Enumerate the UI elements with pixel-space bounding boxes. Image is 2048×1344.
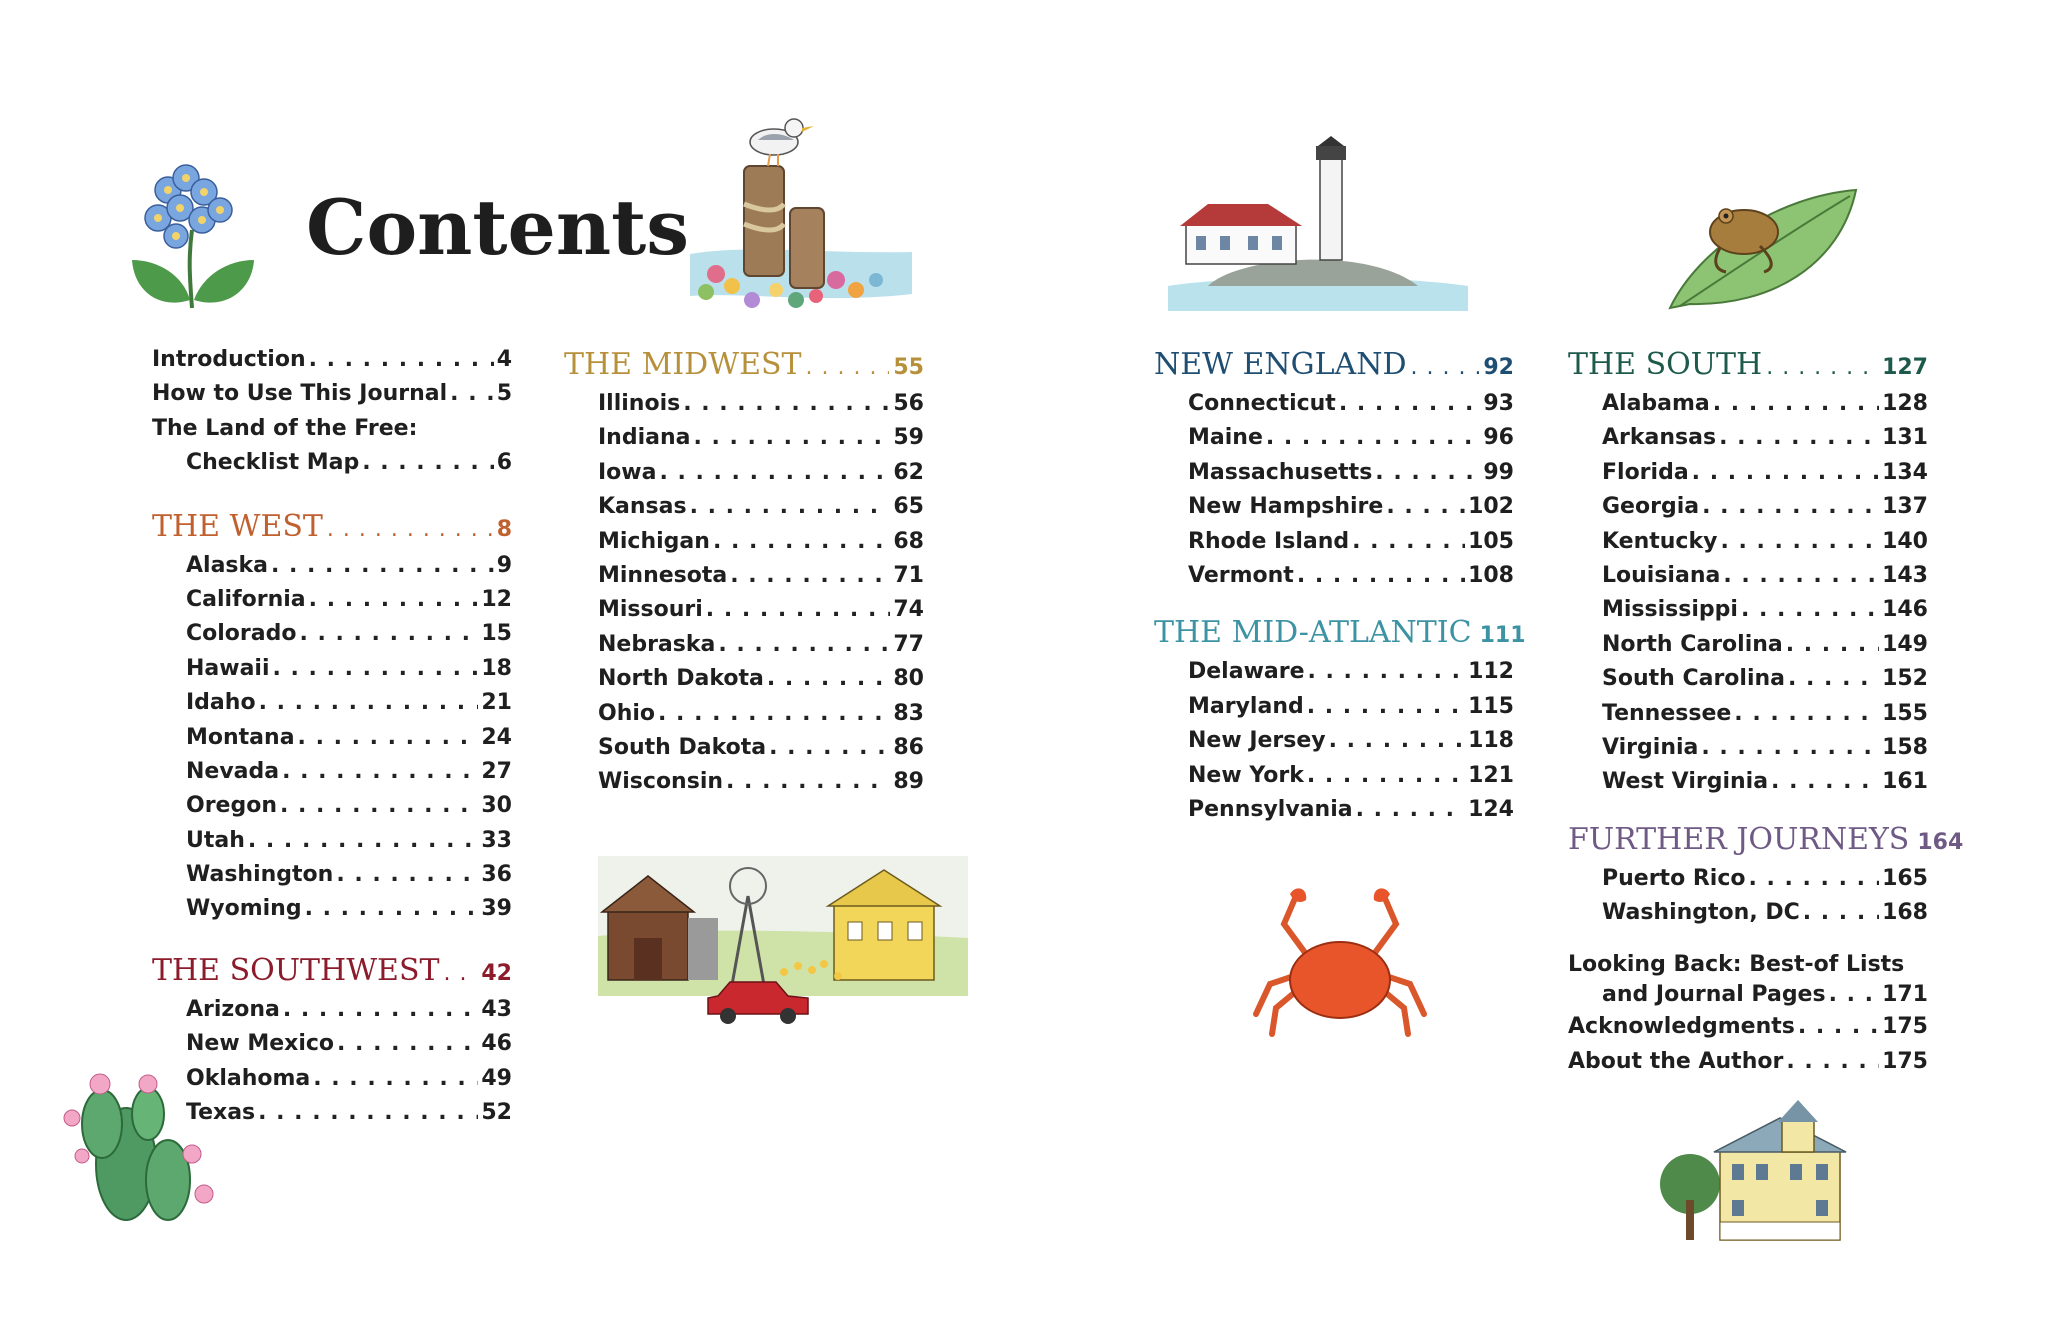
leader-dots [313, 1062, 478, 1096]
farm-scene-icon [598, 846, 968, 1034]
entry-label: Louisiana [1602, 562, 1721, 588]
leader-dots [271, 549, 494, 583]
toc-entry[interactable] [1568, 525, 1928, 559]
entry-label: Maine [1188, 425, 1263, 451]
entry-label: How to Use This Journal [152, 381, 448, 407]
entry-page: 171 [1882, 982, 1928, 1008]
toc-entry[interactable] [1568, 559, 1928, 593]
entry-page: 86 [893, 734, 924, 760]
entry-page: 49 [481, 1065, 512, 1091]
leader-dots [299, 617, 478, 651]
entry-page: 89 [893, 769, 924, 795]
section-title: THE MIDWEST [564, 347, 802, 382]
leader-dots [706, 593, 891, 627]
entry-label: Colorado [186, 621, 297, 647]
entry-page: 134 [1882, 459, 1928, 485]
entry-page: 165 [1882, 865, 1928, 891]
leader-dots [248, 824, 478, 858]
entry-page: 152 [1882, 666, 1928, 692]
toc-entry[interactable] [1568, 765, 1928, 799]
section-page: 42 [481, 960, 512, 986]
entry-page: 112 [1468, 659, 1514, 685]
toc-entry[interactable] [564, 387, 924, 421]
entry-label: Checklist Map [186, 450, 360, 476]
entry-label: Montana [186, 724, 295, 750]
entry-page: 46 [481, 1031, 512, 1057]
toc-entry[interactable] [564, 697, 924, 731]
entry-page: 143 [1882, 562, 1928, 588]
entry-page: 24 [481, 724, 512, 750]
entry-page: 115 [1468, 693, 1514, 719]
entry-page: 74 [893, 597, 924, 623]
toc-entry[interactable] [152, 789, 512, 823]
leader-dots [1297, 559, 1465, 593]
section-south [1568, 343, 1928, 800]
entry-label: Massachusetts [1188, 459, 1373, 485]
section-title: FURTHER JOURNEYS [1568, 821, 1910, 857]
entry-page: 80 [893, 666, 924, 692]
toc-column-1 [152, 343, 512, 1130]
entry-label: Florida [1602, 459, 1689, 485]
entry-label: Oregon [186, 793, 277, 819]
leader-dots [362, 446, 493, 480]
leader-dots [1339, 387, 1481, 421]
entry-label: Nevada [186, 758, 280, 784]
entry-label: Kentucky [1602, 528, 1718, 554]
leader-dots [309, 343, 494, 377]
toc-entry[interactable] [1568, 421, 1928, 455]
toc-entry[interactable] [1154, 655, 1514, 689]
entry-label: Indiana [598, 425, 691, 451]
entry-label: Tennessee [1602, 700, 1732, 726]
entry-label: Virginia [1602, 734, 1699, 760]
entry-label: Delaware [1188, 659, 1305, 685]
section-page: 8 [496, 516, 512, 542]
entry-label: and Journal Pages [1602, 982, 1826, 1008]
entry-page: 68 [893, 528, 924, 554]
section-heading[interactable] [152, 949, 512, 993]
entry-page: 30 [481, 793, 512, 819]
entry-page: 12 [481, 586, 512, 612]
section-west [152, 505, 512, 927]
toc-entry[interactable] [564, 662, 924, 696]
toc-entry[interactable] [1568, 731, 1928, 765]
toc-entry[interactable] [152, 617, 512, 651]
leader-dots [1734, 697, 1879, 731]
entry-label: Arizona [186, 996, 280, 1022]
leader-dots [769, 731, 890, 765]
entry-label: West Virginia [1602, 769, 1769, 795]
entry-label: Hawaii [186, 655, 270, 681]
entry-label: Rhode Island [1188, 528, 1350, 554]
entry-page: 71 [893, 562, 924, 588]
leader-dots [1798, 1010, 1879, 1044]
toc-entry[interactable] [564, 421, 924, 455]
entry-page: 140 [1882, 528, 1928, 554]
toc-entry[interactable] [1154, 525, 1514, 559]
leader-dots [1411, 346, 1480, 390]
entry-page: 65 [893, 494, 924, 520]
entry-page: 168 [1882, 900, 1928, 926]
toc-entry[interactable] [564, 628, 924, 662]
entry-page: 118 [1468, 728, 1514, 754]
entry-label: North Dakota [598, 666, 764, 692]
entry-label: North Carolina [1602, 631, 1783, 657]
entry-label: Washington [186, 862, 334, 888]
leader-dots [1307, 759, 1465, 793]
toc-entry[interactable] [1568, 896, 1928, 930]
entry-label: Utah [186, 827, 245, 853]
section-title: NEW ENGLAND [1154, 347, 1407, 382]
toc-entry[interactable] [1154, 759, 1514, 793]
toc-column-3 [1154, 343, 1526, 827]
entry-label: Nebraska [598, 631, 716, 657]
leader-dots [444, 952, 478, 996]
leader-dots [730, 559, 890, 593]
toc-entry-checklist-map[interactable] [152, 446, 512, 480]
entry-label: Kansas [598, 494, 687, 520]
toc-entry[interactable] [1568, 456, 1928, 490]
entry-page: 102 [1468, 494, 1514, 520]
leader-dots [1829, 980, 1879, 1010]
section-heading[interactable] [1568, 818, 1964, 862]
entry-page: 108 [1468, 562, 1514, 588]
toc-entry[interactable] [1568, 593, 1928, 627]
crab-icon [1250, 884, 1430, 1044]
entry-page: 36 [481, 862, 512, 888]
toc-entry[interactable] [1154, 793, 1514, 827]
seagull-on-pier-icon [686, 104, 914, 316]
section-heading[interactable] [564, 343, 924, 387]
toc-entry[interactable] [564, 490, 924, 524]
leader-dots [1352, 525, 1465, 559]
section-page: 92 [1483, 355, 1514, 380]
toc-entry[interactable] [1154, 421, 1514, 455]
leader-dots [282, 755, 478, 789]
leader-dots [1786, 1045, 1879, 1079]
toc-entry[interactable] [564, 593, 924, 627]
toc-entry[interactable] [1154, 690, 1514, 724]
leader-dots [1386, 490, 1465, 524]
leader-dots [1719, 421, 1879, 455]
section-title: THE MID-ATLANTIC [1154, 615, 1472, 651]
leader-dots [694, 421, 891, 455]
leader-dots [658, 697, 890, 731]
section-page: 164 [1917, 829, 1964, 855]
toc-column-2 [564, 343, 924, 800]
leader-dots [259, 686, 479, 720]
toc-entry[interactable] [152, 892, 512, 926]
entry-label: Alabama [1602, 391, 1710, 416]
leader-dots [450, 377, 494, 411]
entry-page: 93 [1483, 391, 1514, 416]
toc-entry[interactable] [1154, 387, 1514, 421]
section-midwest [564, 343, 924, 800]
entry-label: Michigan [598, 528, 710, 554]
entry-label: Vermont [1188, 562, 1294, 588]
section-page: 127 [1882, 355, 1928, 380]
entry-label: New Hampshire [1188, 494, 1384, 520]
entry-label: New Jersey [1188, 728, 1326, 754]
leader-dots [1788, 662, 1879, 696]
entry-page: 128 [1882, 391, 1928, 416]
section-heading[interactable] [1154, 343, 1514, 387]
toc-entry[interactable] [564, 731, 924, 765]
entry-page: 77 [893, 631, 924, 657]
section-heading[interactable] [152, 505, 512, 549]
leader-dots [1771, 765, 1879, 799]
entry-page: 33 [481, 827, 512, 853]
toc-entry[interactable] [1154, 724, 1514, 758]
section-new-england [1154, 343, 1514, 593]
toc-entry[interactable] [152, 1096, 512, 1130]
entry-page: 62 [893, 459, 924, 485]
section-page: 111 [1479, 623, 1526, 649]
toc-entry[interactable] [152, 1062, 512, 1096]
leader-dots [1692, 456, 1879, 490]
forget-me-not-flower-icon [128, 160, 258, 310]
entry-page: 96 [1483, 425, 1514, 451]
leader-dots [718, 628, 890, 662]
entry-page: 175 [1882, 1014, 1928, 1040]
toc-entry-acknowledgments[interactable] [1568, 1010, 1928, 1044]
entry-label: Connecticut [1188, 391, 1336, 416]
entry-label: Missouri [598, 597, 703, 623]
leader-dots [690, 490, 891, 524]
toc-entry-introduction[interactable] [152, 343, 512, 377]
leader-dots [327, 508, 493, 552]
entry-page: 146 [1882, 597, 1928, 623]
entry-label: Ohio [598, 700, 656, 726]
leader-dots [305, 892, 479, 926]
section-further-journeys [1568, 818, 1964, 931]
entry-label: New York [1188, 762, 1304, 788]
entry-label: Texas [186, 1100, 256, 1126]
entry-page: 175 [1882, 1048, 1928, 1074]
toc-entry[interactable] [1568, 628, 1928, 662]
toc-entry[interactable] [152, 755, 512, 789]
section-heading[interactable] [1568, 343, 1928, 387]
entry-label: South Carolina [1602, 666, 1786, 692]
entry-page: 43 [481, 996, 512, 1022]
entry-label: Introduction [152, 347, 306, 372]
entry-page: 105 [1468, 528, 1514, 554]
entry-page: 155 [1882, 700, 1928, 726]
entry-page: 131 [1882, 425, 1928, 451]
leader-dots [659, 456, 890, 490]
entry-page: 124 [1468, 796, 1514, 822]
entry-label: Idaho [186, 690, 256, 716]
entry-page: 4 [496, 347, 512, 372]
section-mid-atlantic [1154, 611, 1526, 827]
entry-label: New Mexico [186, 1031, 335, 1057]
toc-entry[interactable] [564, 456, 924, 490]
entry-label: Pennsylvania [1188, 796, 1353, 822]
entry-page: 149 [1882, 631, 1928, 657]
entry-label: Illinois [598, 391, 681, 416]
toc-entry[interactable] [152, 549, 512, 583]
leader-dots [1701, 731, 1879, 765]
leader-dots [1723, 559, 1879, 593]
toc-entry-how-to-use[interactable] [152, 377, 512, 411]
toc-entry[interactable] [1154, 456, 1514, 490]
entry-label: Wyoming [186, 896, 302, 922]
toc-entry[interactable] [152, 1027, 512, 1061]
entry-label: Maryland [1188, 693, 1304, 719]
entry-label: Mississippi [1602, 597, 1738, 623]
entry-page: 158 [1882, 734, 1928, 760]
leader-dots [309, 583, 479, 617]
leader-dots [283, 993, 479, 1027]
leader-dots [1748, 862, 1879, 896]
toc-entry[interactable] [152, 721, 512, 755]
leader-dots [1741, 593, 1879, 627]
front-matter-list [152, 343, 512, 481]
entry-page: 137 [1882, 494, 1928, 520]
leader-dots [1308, 655, 1466, 689]
section-title: THE SOUTHWEST [152, 952, 440, 988]
entry-page: 39 [481, 896, 512, 922]
entry-page: 121 [1468, 762, 1514, 788]
leader-dots [1803, 896, 1879, 930]
toc-entry-about-author[interactable] [1568, 1045, 1928, 1079]
victorian-house-icon [1656, 1100, 1856, 1246]
section-title: THE WEST [152, 508, 323, 544]
leader-dots [1702, 490, 1879, 524]
toc-entry-land-of-the-free[interactable] [152, 412, 512, 446]
entry-page: 99 [1483, 459, 1514, 485]
entry-label: Wisconsin [598, 769, 724, 795]
frog-on-leaf-icon [1660, 186, 1860, 312]
entry-page: 56 [893, 391, 924, 416]
toc-entry[interactable] [152, 824, 512, 858]
toc-entry[interactable] [1154, 559, 1514, 593]
entry-label: California [186, 586, 306, 612]
toc-entry[interactable] [1568, 387, 1928, 421]
toc-entry[interactable] [564, 525, 924, 559]
entry-page: 52 [481, 1100, 512, 1126]
entry-page: 15 [481, 621, 512, 647]
entry-label: Looking Back: Best-of Lists [1568, 952, 1905, 978]
entry-page: 27 [481, 758, 512, 784]
leader-dots [1266, 421, 1481, 455]
leader-dots [337, 1027, 478, 1061]
toc-entry[interactable] [564, 765, 924, 799]
leader-dots [767, 662, 891, 696]
entry-label: The Land of the Free: [152, 415, 418, 441]
entry-page: 18 [481, 655, 512, 681]
toc-entry-looking-back[interactable] [1568, 950, 1928, 980]
entry-page: 9 [496, 552, 512, 578]
toc-entry[interactable] [1154, 490, 1514, 524]
leader-dots [683, 387, 890, 421]
leader-dots [258, 1096, 478, 1130]
toc-entry[interactable] [1568, 490, 1928, 524]
leader-dots [1786, 628, 1879, 662]
entry-label: Puerto Rico [1602, 865, 1746, 891]
entry-label: Georgia [1602, 494, 1700, 520]
toc-entry[interactable] [1568, 697, 1928, 731]
leader-dots [1720, 525, 1879, 559]
leader-dots [806, 346, 890, 390]
section-southwest [152, 949, 512, 1131]
entry-label: Minnesota [598, 562, 728, 588]
entry-page: 59 [893, 425, 924, 451]
entry-page: 161 [1882, 769, 1928, 795]
toc-entry[interactable] [152, 858, 512, 892]
page-title: Contents [306, 183, 690, 272]
entry-label: Arkansas [1602, 425, 1717, 451]
leader-dots [1766, 346, 1878, 390]
leader-dots [336, 858, 478, 892]
leader-dots [713, 525, 890, 559]
toc-entry[interactable] [564, 559, 924, 593]
toc-column-4 [1568, 343, 1964, 1079]
section-title: THE SOUTH [1568, 347, 1763, 382]
leader-dots [1375, 456, 1480, 490]
back-matter-list [1568, 950, 1928, 1079]
section-page: 55 [893, 355, 924, 380]
leader-dots [1329, 724, 1465, 758]
lighthouse-icon [1168, 136, 1468, 316]
leader-dots [1356, 793, 1465, 827]
toc-entry[interactable] [152, 686, 512, 720]
leader-dots [298, 721, 479, 755]
entry-label: Iowa [598, 459, 657, 485]
entry-label: Acknowledgments [1568, 1014, 1795, 1040]
toc-entry[interactable] [1568, 862, 1928, 896]
toc-entry-journal-pages[interactable] [1568, 980, 1928, 1010]
toc-entry[interactable] [152, 993, 512, 1027]
entry-page: 83 [893, 700, 924, 726]
toc-entry[interactable] [152, 652, 512, 686]
entry-label: Washington, DC [1602, 900, 1800, 926]
entry-label: Oklahoma [186, 1065, 311, 1091]
toc-entry[interactable] [1568, 662, 1928, 696]
entry-page: 5 [496, 381, 512, 407]
entry-label: About the Author [1568, 1048, 1784, 1074]
entry-page: 21 [481, 690, 512, 716]
leader-dots [273, 652, 479, 686]
section-heading[interactable] [1154, 611, 1526, 655]
leader-dots [1307, 690, 1465, 724]
leader-dots [280, 789, 478, 823]
entry-label: Alaska [186, 552, 268, 578]
leader-dots [1713, 387, 1879, 421]
entry-page: 6 [496, 450, 512, 476]
toc-entry[interactable] [152, 583, 512, 617]
leader-dots [726, 765, 890, 799]
entry-label: South Dakota [598, 734, 767, 760]
